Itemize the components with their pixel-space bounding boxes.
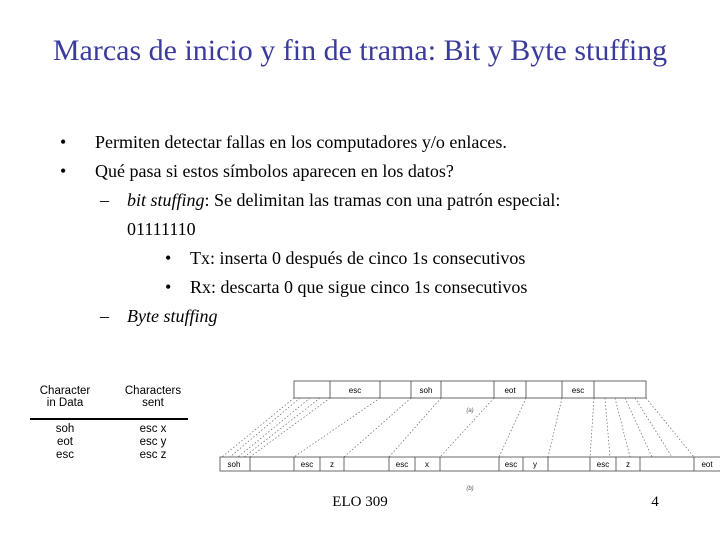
sub-bullet-byte-stuffing: Byte stuffing [127, 306, 218, 326]
frame-a-cell: esc [348, 386, 362, 395]
header-text: Characters [124, 385, 182, 397]
frame-b-cell: z [330, 460, 334, 469]
bullet-mark: • [60, 132, 67, 152]
bit-stuffing-desc: : Se delimitan las tramas con una patrón especial: [204, 190, 561, 210]
page-number: 4 [651, 494, 659, 510]
table-cell: eot [57, 436, 73, 448]
dash-mark: – [100, 190, 109, 210]
bullet-mark: • [60, 161, 67, 181]
table-cell: esc [56, 449, 74, 461]
header-text: Character [39, 385, 91, 397]
tx-rule: Tx: inserta 0 después de cinco 1s consecutivos [190, 248, 526, 268]
slide-title: Marcas de inicio y fin de trama: Bit y Byte stuffing [52, 34, 668, 67]
frame-b-cell: y [533, 460, 537, 469]
frame-b-cell: z [626, 460, 630, 469]
bit-stuffing-term: bit stuffing [127, 190, 205, 210]
frame-b-cell: esc [300, 460, 314, 469]
bullet-2: Qué pasa si estos símbolos aparecen en los datos? [95, 161, 454, 181]
frame-b-label: (b) [466, 486, 474, 492]
frame-b [220, 457, 720, 471]
frame-b-cell: soh [227, 460, 241, 469]
table-cell: soh [55, 423, 75, 435]
frame-b-cell: x [425, 460, 429, 469]
frame-a-label: (a) [466, 408, 474, 414]
bullet-1: Permiten detectar fallas en los computadores y/o enlaces. [95, 132, 507, 152]
dash-mark: – [100, 306, 109, 326]
header-text: in Data [46, 397, 84, 409]
rx-rule: Rx: descarta 0 que sigue cinco 1s consecutivos [190, 277, 528, 297]
frame-b-cell: eot [701, 460, 713, 469]
frame-a-cell: esc [571, 386, 585, 395]
frame-a [294, 381, 646, 398]
frame-b-cell: esc [596, 460, 610, 469]
bit-pattern: 01111110 [127, 219, 196, 239]
header-text: sent [142, 397, 164, 409]
bullet-mark: • [165, 248, 172, 268]
frame-b-cell: esc [395, 460, 409, 469]
frame-a-cell: soh [419, 386, 433, 395]
mapping-lines [222, 398, 694, 457]
table-cell: esc z [139, 449, 167, 461]
table-cell: esc x [139, 423, 167, 435]
bullet-mark: • [165, 277, 172, 297]
footer-course: ELO 309 [332, 494, 388, 510]
frame-a-cell: eot [504, 386, 516, 395]
table-cell: esc y [139, 436, 167, 448]
frame-b-cell: esc [504, 460, 518, 469]
